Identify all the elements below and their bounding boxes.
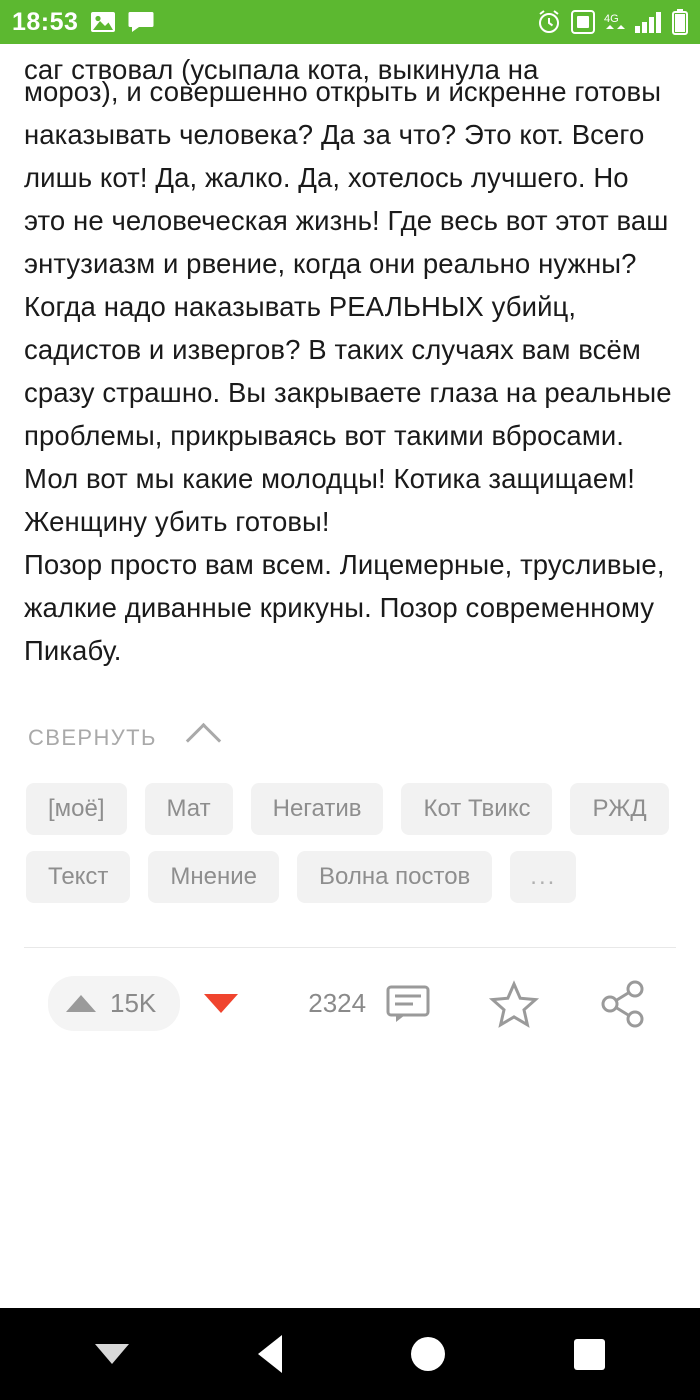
tag-item[interactable]: РЖД [570, 783, 668, 835]
status-bar [0, 0, 700, 44]
rating-count: 15K [110, 988, 157, 1018]
tag-item[interactable]: [моё] [26, 783, 127, 835]
tag-item[interactable]: Волна постов [297, 851, 492, 903]
post-paragraph-2: Позор просто вам всем. Лицемерные, трусливые, жалкие диванные крикуны. Позор современному Пикабу. [24, 549, 665, 666]
star-icon[interactable] [490, 981, 538, 1027]
network-4g-icon [604, 11, 626, 33]
status-bar-left [12, 7, 154, 36]
chat-icon [128, 10, 154, 34]
tag-item[interactable]: Негатив [251, 783, 384, 835]
comment-icon[interactable] [386, 985, 430, 1023]
post-clipped-line: саг ствовал (усыпала кота, выкинула на [24, 54, 539, 85]
comments-control[interactable] [308, 985, 430, 1023]
chevron-down-icon[interactable] [95, 1344, 129, 1364]
post-content [0, 44, 700, 1061]
signal-icon [635, 10, 663, 34]
square-recents-icon[interactable] [574, 1339, 605, 1370]
triangle-down-icon[interactable] [204, 994, 238, 1013]
tag-item[interactable]: Текст [26, 851, 130, 903]
alarm-icon [536, 9, 562, 35]
tag-item[interactable]: Мат [145, 783, 233, 835]
svg-text:4G: 4G [604, 13, 619, 25]
status-bar-clock: 18:53 [12, 7, 79, 36]
system-navigation-bar [0, 1308, 700, 1400]
triangle-back-icon[interactable] [258, 1335, 282, 1373]
triangle-up-icon[interactable] [66, 995, 96, 1012]
collapse-label: СВЕРНУТЬ [28, 724, 157, 750]
tag-list [24, 783, 676, 903]
collapse-button[interactable] [24, 722, 676, 753]
rating-control[interactable] [48, 976, 180, 1031]
screenshot-icon [571, 10, 595, 34]
status-bar-right [536, 9, 688, 35]
image-icon [90, 11, 116, 33]
chevron-up-icon [186, 723, 221, 758]
post-action-bar [24, 948, 676, 1061]
tag-more-button[interactable]: ... [510, 851, 576, 903]
circle-home-icon[interactable] [411, 1337, 445, 1371]
comments-count: 2324 [308, 988, 367, 1018]
tag-item[interactable]: Мнение [148, 851, 279, 903]
battery-icon [672, 9, 688, 35]
post-body [24, 44, 676, 672]
share-icon[interactable] [600, 981, 646, 1027]
tag-item[interactable]: Кот Твикс [401, 783, 552, 835]
post-paragraph-1: мороз), и совершенно открыть и искренне готовы наказывать человека? Да за что? Это кот. Всего лишь кот! Да, жалко. Да, хотелось лучшего. Но это не человеческая жизнь! Где весь вот этот ваш энтузиазм и рвение, когда они реально нужны? Когда надо наказывать РЕАЛЬНЫХ убийц, садистов и извергов? В таких случаях вам всём сразу страшно. Вы закрываете глаза на реальные проблемы, прикрываясь вот такими вбросами. Мол вот мы какие молодцы! Котика защищаем! Женщину убить готовы! [24, 76, 672, 537]
